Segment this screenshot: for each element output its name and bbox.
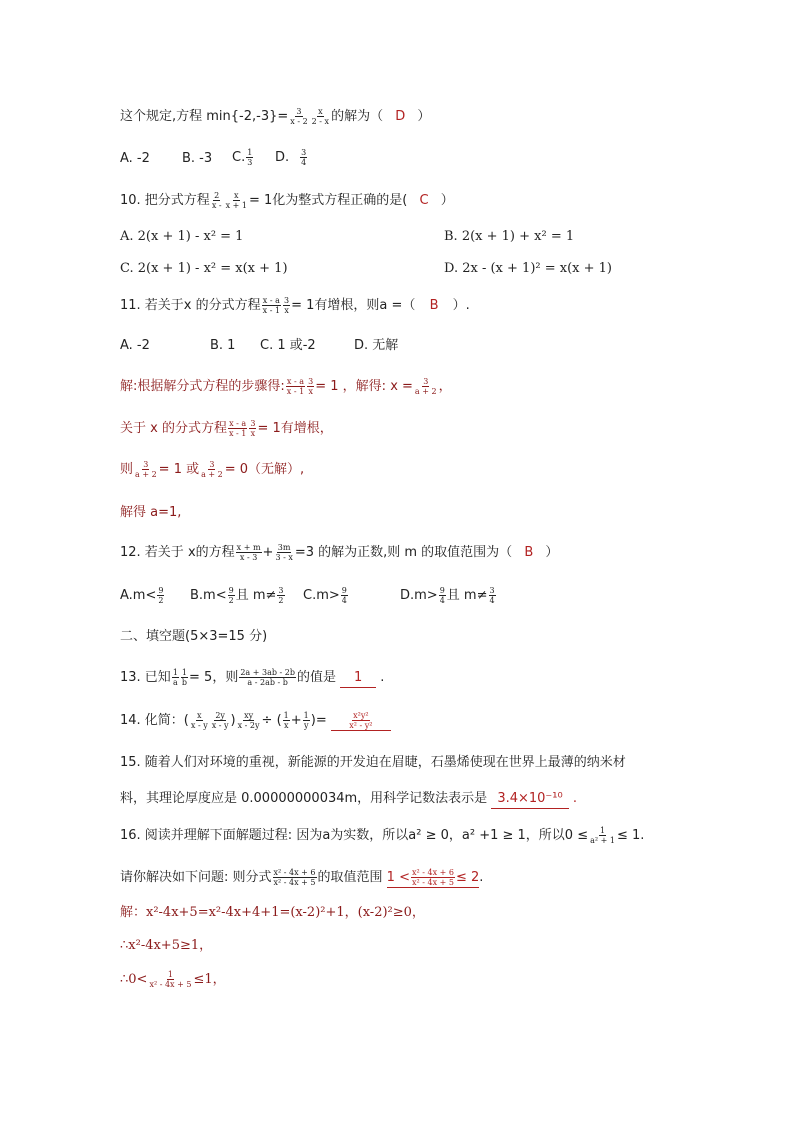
q10-fraction-2: $\frac{x}{x + 1}$	[225, 191, 247, 210]
q10-answer: C	[419, 193, 429, 208]
q16-solution-line-1: 解：x²-4x+5=x²-4x+4+1=(x-2)²+1，(x-2)²≥0，	[120, 905, 425, 920]
q9-answer: D	[395, 109, 406, 124]
q10-option-c: C. 2(x + 1) - x² = x(x + 1)	[120, 261, 288, 276]
q11-answer: B	[429, 298, 439, 313]
q10-fraction-1: $\frac{2}{x -}$	[211, 191, 222, 210]
q12-answer: B	[524, 545, 534, 560]
q9-stem-text-2: 的解为（	[331, 109, 384, 124]
q11-solution-line-1: 解:根据解分式方程的步骤得: $\frac{x - a}{x - 1}$ $\frac{3}{x}$ = 1 ，解得: x = $\frac{3}{a + 2}$ ，	[120, 377, 452, 396]
q11-option-b: B. 1	[210, 338, 236, 353]
q12-option-d: D.m> $\frac{9}{4}$ 且 m≠ $\frac{3}{4}$	[400, 586, 495, 605]
q13-stem: 13. 已知 $\frac{1}{a}$ $\frac{1}{b}$ = 5，则 $\frac{2a + 3ab - 2b}{a - 2ab - b}$ 的值是 1 .	[120, 668, 385, 687]
q14-stem: 14. 化简：( $\frac{x}{x - y}$ $\frac{2y}{x - y}$ ) $\frac{xy}{x - 2y}$ ÷ ( $\frac{1}{x}$ + $\frac{1}{y}$ )= $\frac{\text{x²y²}}{\text{x² - y²}}$	[120, 711, 391, 731]
q10-option-a: A. 2(x + 1) - x² = 1	[120, 229, 244, 244]
q12-option-c: C.m> $\frac{9}{4}$	[303, 586, 347, 605]
q9-close: ）	[417, 109, 431, 124]
q9-stem	[120, 107, 430, 126]
q15-line-2: 料，其理论厚度应是 0.00000000034m，用科学记数法表示是 3.4×10⁻¹⁰ .	[120, 790, 577, 809]
q9-option-a: A. -2	[120, 151, 150, 166]
q11-solution-line-2: 关于 x 的分式方程 $\frac{x - a}{x - 1}$ $\frac{3}{x}$ = 1有增根，	[120, 419, 333, 438]
q9-fraction-1: $\frac{3}{x - 2}$	[290, 107, 308, 126]
q12-option-b: B.m< $\frac{9}{2}$ 且 m≠ $\frac{3}{2}$	[190, 586, 284, 605]
section-heading: 二、填空题(5×3=15 分)	[120, 629, 268, 644]
q11-option-d: D. 无解	[354, 338, 399, 353]
q16-line-2: 请你解决如下问题: 则分式 $\frac{\text{x² - 4x + 6}}{\text{x² - 4x + 5}}$ 的取值范围 1 < $\frac{\text{x² - 4x + 6}}{\text{x² - 4x + 5}}$ ≤ 2.	[120, 868, 484, 887]
q15-answer: 3.4×10⁻¹⁰	[491, 790, 568, 809]
q16-line-1: 16. 阅读并理解下面解题过程: 因为a为实数，所以a² ≥ 0，a² +1 ≥ 1，所以0 ≤ $\frac{1}{\text{a² + 1}}$ ≤ 1.	[120, 826, 645, 845]
q9-option-c: C. $\frac{1}{3}$	[232, 148, 253, 167]
q11-option-c: C. 1 或-2	[260, 338, 316, 353]
q11-solution-line-4: 解得 a=1,	[120, 505, 182, 520]
q9-option-b: B. -3	[182, 151, 213, 166]
q12-stem: 12. 若关于 x的方程 $\frac{x + m}{x - 3}$ + $\frac{3m}{3 - x}$ =3 的解为正数,则 m 的取值范围为（ B ）	[120, 543, 559, 562]
q14-answer: $\frac{\text{x²y²}}{\text{x² - y²}}$	[331, 711, 391, 731]
q11-option-a: A. -2	[120, 338, 150, 353]
q9-stem-text: 这个规定,方程 min{-2,-3}=	[120, 109, 289, 124]
q11-stem: 11. 若关于x 的分式方程 $\frac{x - a}{x - 1}$ $\frac{3}{x}$ = 1有增根，则a =（ B ）.	[120, 296, 470, 315]
q12-option-a: A.m< $\frac{9}{2}$	[120, 586, 164, 605]
q15-line-1: 15. 随着人们对环境的重视，新能源的开发迫在眉睫，石墨烯使现在世界上最薄的纳米材	[120, 755, 626, 770]
q11-solution-line-3: 则 $\frac{3}{a + 2}$ = 1 或 $\frac{3}{a + 2}$ = 0（无解）,	[120, 460, 305, 479]
q10-option-b: B. 2(x + 1) + x² = 1	[444, 229, 575, 244]
q16-solution-line-3: ∴0< $\frac{1}{\text{x² - 4x + 5}}$ ≤1，	[120, 970, 226, 989]
q13-answer: 1	[340, 669, 376, 688]
q16-solution-line-2: ∴x²-4x+5≥1，	[120, 938, 213, 953]
q10-stem: 10. 把分式方程 $\frac{2}{x -}$ $\frac{x}{x + 1}$ = 1化为整式方程正确的是( C ）	[120, 191, 454, 210]
q10-option-d: D. 2x - (x + 1)² = x(x + 1)	[444, 261, 612, 276]
q16-answer: 1 < $\frac{\text{x² - 4x + 6}}{\text{x² - 4x + 5}}$ ≤ 2	[386, 868, 480, 887]
q9-option-d: D. $\frac{3}{4}$	[275, 148, 307, 167]
q9-fraction-2: $\frac{x}{2 - x}$	[311, 107, 330, 126]
